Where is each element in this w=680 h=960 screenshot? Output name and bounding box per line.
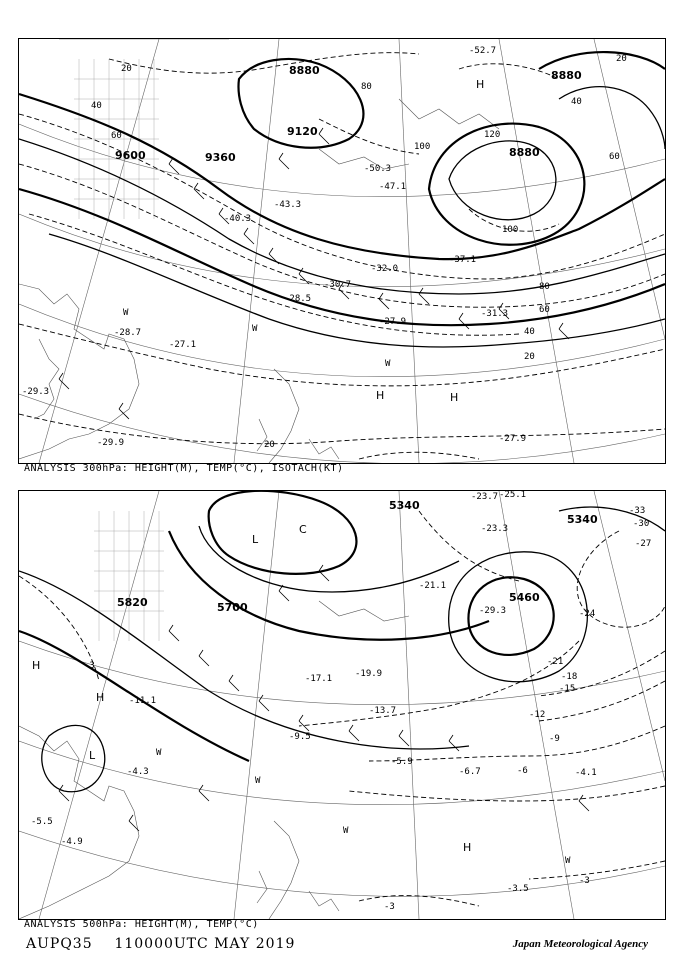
temp-label: -43.3 bbox=[274, 200, 302, 210]
warm-symbol: W bbox=[565, 856, 571, 866]
high-pressure-symbol: H bbox=[476, 78, 485, 91]
temp-label: -27.9 bbox=[499, 434, 527, 444]
wind-barbs bbox=[59, 128, 569, 419]
isotach-label: 100 bbox=[502, 225, 519, 235]
isotach-label: 20 bbox=[616, 54, 627, 64]
height-label: 5460 bbox=[509, 591, 540, 604]
isotach-label: 20 bbox=[121, 64, 132, 74]
warm-symbol: W bbox=[252, 324, 258, 334]
temp-label: -52.7 bbox=[469, 46, 497, 56]
caption-300hpa: ANALYSIS 300hPa: HEIGHT(M), TEMP(°C), ISOTACH(KT) bbox=[24, 463, 344, 474]
station-label: -5.9 bbox=[391, 757, 413, 767]
graticule bbox=[19, 491, 665, 919]
isotach-label: 120 bbox=[484, 130, 501, 140]
temp-contour-label: -6 bbox=[517, 766, 528, 776]
high-pressure-symbol: H bbox=[376, 389, 385, 402]
station-label: -29.3 bbox=[479, 606, 507, 616]
temp-label: -32.0 bbox=[371, 264, 399, 274]
isotach-label: 80 bbox=[361, 82, 372, 92]
height-contours bbox=[19, 52, 665, 347]
isotach-label: 20 bbox=[264, 440, 275, 450]
temp-contour-label: -15 bbox=[559, 684, 576, 694]
temp-contour-label: -24 bbox=[579, 609, 596, 619]
dashed-contours bbox=[19, 53, 665, 463]
upper-height-labels bbox=[115, 64, 582, 164]
isotach-label: 40 bbox=[91, 101, 102, 111]
lower-temp-contour-labels bbox=[84, 506, 651, 912]
coastlines bbox=[19, 99, 499, 463]
temp-contour-label: -30 bbox=[633, 519, 650, 529]
height-label: 8880 bbox=[551, 69, 582, 82]
temp-label: -29.3 bbox=[22, 387, 50, 397]
graticule bbox=[19, 39, 665, 463]
station-label: -4.1 bbox=[575, 768, 597, 778]
low-pressure-symbol: L bbox=[252, 533, 259, 546]
valid-time: 110000UTC MAY 2019 bbox=[114, 936, 296, 952]
temp-contour-label: -3 bbox=[384, 902, 395, 912]
station-label: -25.1 bbox=[499, 491, 527, 500]
station-label: -19.9 bbox=[355, 669, 383, 679]
station-label: -21.1 bbox=[419, 581, 447, 591]
station-label: -13.7 bbox=[369, 706, 397, 716]
height-label: 8880 bbox=[509, 146, 540, 159]
height-label: 5820 bbox=[117, 596, 148, 609]
caption-500hpa: ANALYSIS 500hPa: HEIGHT(M), TEMP(°C) bbox=[24, 919, 259, 930]
isotach-label: 60 bbox=[609, 152, 620, 162]
temp-contour-label: -18 bbox=[561, 672, 578, 682]
temp-label: -31.3 bbox=[481, 309, 509, 319]
temp-label: -37.1 bbox=[449, 255, 477, 265]
high-pressure-symbol: H bbox=[32, 659, 41, 672]
height-label: 5700 bbox=[217, 601, 248, 614]
temp-contour-label: -9 bbox=[549, 734, 560, 744]
analysis-500hpa-map bbox=[18, 490, 666, 920]
high-pressure-symbol: H bbox=[96, 691, 105, 704]
height-label: 5340 bbox=[389, 499, 420, 512]
isotach-label: 80 bbox=[539, 282, 550, 292]
station-label: -17.1 bbox=[305, 674, 333, 684]
temp-contour-label: -12 bbox=[529, 710, 546, 720]
temp-label: -40.3 bbox=[224, 214, 252, 224]
lower-height-labels bbox=[117, 499, 598, 614]
temp-contour-label: -3 bbox=[579, 876, 590, 886]
hatched-area bbox=[94, 511, 164, 641]
temp-label: -28.5 bbox=[284, 294, 312, 304]
chart-id bbox=[26, 936, 295, 952]
isotach-label: 40 bbox=[571, 97, 582, 107]
height-label: 8880 bbox=[289, 64, 320, 77]
warm-symbol: W bbox=[156, 748, 162, 758]
height-contours bbox=[19, 491, 665, 792]
station-label: -6.7 bbox=[459, 767, 481, 777]
temp-label: -47.1 bbox=[379, 182, 407, 192]
dashed-contours bbox=[19, 511, 665, 906]
upper-isotach-labels bbox=[91, 54, 627, 450]
station-label: -4.3 bbox=[127, 767, 149, 777]
isotach-label: 100 bbox=[414, 142, 431, 152]
station-label: -5.5 bbox=[31, 817, 53, 827]
height-label: 9120 bbox=[287, 125, 318, 138]
agency-name: Japan Meteorological Agency bbox=[512, 938, 648, 950]
lower-station-labels bbox=[31, 491, 597, 894]
temp-label: -29.9 bbox=[97, 438, 125, 448]
cold-symbol: C bbox=[299, 523, 307, 536]
isotach-label: 60 bbox=[111, 131, 122, 141]
isotach-label: 60 bbox=[539, 305, 550, 315]
temp-label: -27.1 bbox=[169, 340, 197, 350]
station-label: -9.5 bbox=[289, 732, 311, 742]
station-label: -3.5 bbox=[507, 884, 529, 894]
temp-contour-label: -3 bbox=[84, 661, 95, 671]
temp-label: -30.7 bbox=[324, 280, 352, 290]
warm-symbol: W bbox=[123, 308, 129, 318]
analysis-300hpa-map bbox=[18, 38, 666, 464]
warm-symbol: W bbox=[255, 776, 261, 786]
temp-label: -50.3 bbox=[364, 164, 392, 174]
station-label: -23.3 bbox=[481, 524, 509, 534]
warm-symbol: W bbox=[343, 826, 349, 836]
height-label: 9360 bbox=[205, 151, 236, 164]
map-300hpa-svg bbox=[19, 39, 665, 463]
temp-contour-label: -21 bbox=[547, 657, 564, 667]
temp-label: -28.7 bbox=[114, 328, 142, 338]
high-pressure-symbol: H bbox=[450, 391, 459, 404]
isotach-label: 20 bbox=[524, 352, 535, 362]
high-pressure-symbol: H bbox=[463, 841, 472, 854]
station-label: -4.9 bbox=[61, 837, 83, 847]
coastlines bbox=[19, 601, 409, 919]
station-label: -23.7 bbox=[471, 492, 499, 502]
height-label: 9600 bbox=[115, 149, 146, 162]
product-code: AUPQ35 bbox=[26, 936, 93, 952]
low-pressure-symbol: L bbox=[89, 749, 96, 762]
station-label: -11.1 bbox=[129, 696, 157, 706]
warm-symbol: W bbox=[385, 359, 391, 369]
temp-contour-label: -33 bbox=[629, 506, 646, 516]
map-500hpa-svg bbox=[19, 491, 665, 919]
temp-label: -27.9 bbox=[379, 317, 407, 327]
temp-contour-label: -27 bbox=[635, 539, 652, 549]
height-label: 5340 bbox=[567, 513, 598, 526]
isotach-label: 40 bbox=[524, 327, 535, 337]
